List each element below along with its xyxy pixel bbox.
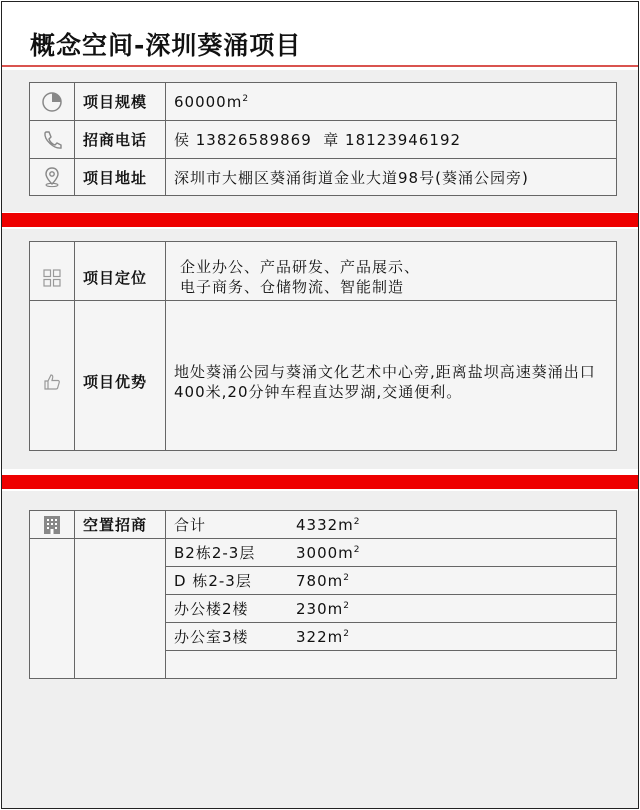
scale-label: 项目规模 <box>75 83 166 121</box>
grid-icon <box>30 242 75 301</box>
vacancy-item: D 栋2-3层 $780m^2$ <box>166 567 617 595</box>
table-row <box>30 511 617 539</box>
table-row <box>30 539 617 567</box>
red-divider-band <box>2 213 638 227</box>
phone-value: 侯 13826589869 章 18123946192 <box>166 121 617 159</box>
table-row <box>30 301 617 451</box>
vacancy-item: 办公室3楼 $322m^2$ <box>166 623 617 651</box>
location-pin-icon <box>30 159 75 196</box>
building-icon <box>30 511 75 539</box>
advantage-label: 项目优势 <box>75 301 166 451</box>
table-row <box>30 159 617 196</box>
info-table <box>29 82 617 196</box>
scale-value: $60000m^2$ <box>166 83 617 121</box>
positioning-label: 项目定位 <box>75 242 166 301</box>
empty-cell <box>75 539 166 679</box>
pie-chart-icon <box>30 83 75 121</box>
address-label: 项目地址 <box>75 159 166 196</box>
table-row <box>30 83 617 121</box>
title-divider <box>2 65 638 67</box>
positioning-table <box>29 241 617 451</box>
page-title: 概念空间-深圳葵涌项目 <box>30 31 302 60</box>
thumbs-up-icon <box>30 301 75 451</box>
vacancy-item: 合计 $4332m^2$ <box>166 511 617 539</box>
empty-cell <box>30 539 75 679</box>
vacancy-item: 办公楼2楼 $230m^2$ <box>166 595 617 623</box>
address-value: 深圳市大棚区葵涌街道金业大道98号(葵涌公园旁) <box>166 159 617 196</box>
empty-cell <box>166 651 617 679</box>
phone-label: 招商电话 <box>75 121 166 159</box>
advantage-value: 地处葵涌公园与葵涌文化艺术中心旁,距离盐坝高速葵涌出口400米,20分钟车程直达罗湖,交通便利。 <box>166 301 617 451</box>
vacancy-table <box>29 510 617 679</box>
vacancy-item: B2栋2-3层 $3000m^2$ <box>166 539 617 567</box>
vacancy-label: 空置招商 <box>75 511 166 539</box>
table-row <box>30 121 617 159</box>
phone-icon <box>30 121 75 159</box>
red-divider-band <box>2 475 638 489</box>
positioning-value: 企业办公、产品研发、产品展示、 电子商务、仓储物流、智能制造 <box>166 242 617 301</box>
table-row <box>30 242 617 301</box>
